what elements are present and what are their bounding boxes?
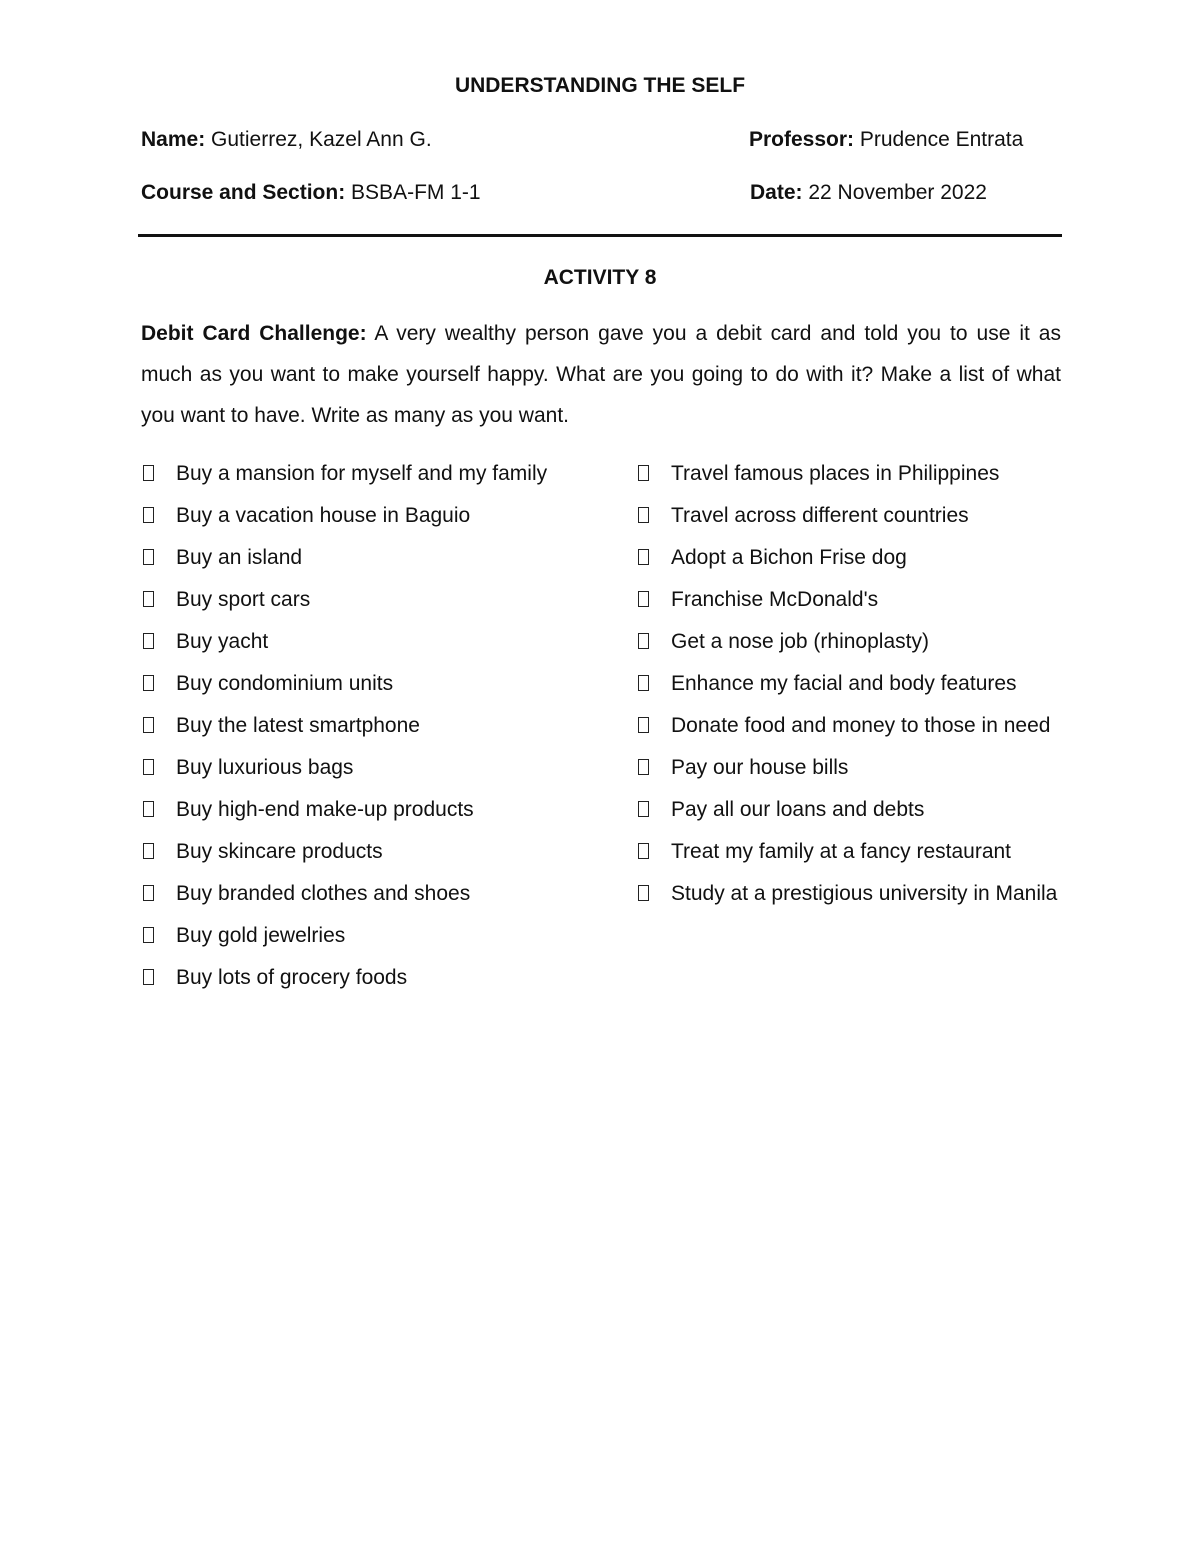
- document-title: UNDERSTANDING THE SELF: [454, 74, 746, 97]
- checkbox-icon: [143, 507, 154, 523]
- list-item-text: Buy luxurious bags: [176, 756, 354, 779]
- list-item: [141, 873, 566, 915]
- list-item: [141, 453, 566, 495]
- list-item-text: Buy yacht: [176, 630, 269, 653]
- checkbox-icon: [143, 549, 154, 565]
- list-item-text: Adopt a Bichon Frise dog: [671, 546, 907, 569]
- professor-value: Prudence Entrata: [859, 128, 1024, 151]
- checkbox-icon: [638, 717, 649, 733]
- checkbox-icon: [638, 633, 649, 649]
- checkbox-icon: [143, 885, 154, 901]
- professor-label: Professor:: [749, 128, 855, 151]
- checkbox-icon: [638, 507, 649, 523]
- list-item-text: Buy high-end make-up products: [176, 798, 474, 821]
- checkbox-icon: [143, 969, 154, 985]
- date-value: 22 November 2022: [808, 181, 987, 204]
- list-item: [141, 957, 566, 999]
- list-item-text: Buy lots of grocery foods: [176, 966, 408, 989]
- list-item-text: Franchise McDonald's: [671, 588, 879, 611]
- list-item-text: Enhance my facial and body features: [671, 672, 1017, 695]
- date-line: [750, 180, 987, 206]
- list-item-text: Pay all our loans and debts: [671, 798, 925, 821]
- list-item-text: Travel across different countries: [671, 504, 969, 527]
- list-item: [636, 537, 1060, 579]
- list-item: [636, 453, 1060, 495]
- list-item-text: Buy gold jewelries: [176, 924, 346, 947]
- checkbox-icon: [143, 675, 154, 691]
- list-item: [141, 579, 566, 621]
- wish-list-left: [141, 453, 566, 999]
- header-divider: [138, 234, 1062, 237]
- list-item-text: Buy a mansion for myself and my family: [176, 462, 548, 485]
- list-item: [141, 831, 566, 873]
- course-value: BSBA-FM 1-1: [351, 181, 481, 204]
- list-item: [636, 789, 1060, 831]
- list-item-text: Buy sport cars: [176, 588, 311, 611]
- list-item: [636, 831, 1060, 873]
- list-item-text: Donate food and money to those in need: [671, 714, 1051, 737]
- list-item: [141, 915, 566, 957]
- list-item-text: Buy skincare products: [176, 840, 383, 863]
- checkbox-icon: [143, 465, 154, 481]
- checkbox-icon: [143, 801, 154, 817]
- checkbox-icon: [638, 465, 649, 481]
- list-item-text: Study at a prestigious university in Manila: [671, 882, 1058, 905]
- list-item-text: Buy the latest smartphone: [176, 714, 420, 737]
- list-item-text: Buy branded clothes and shoes: [176, 882, 471, 905]
- checkbox-icon: [143, 633, 154, 649]
- date-label: Date:: [750, 181, 803, 204]
- activity-title: ACTIVITY 8: [543, 266, 657, 289]
- checkbox-icon: [143, 843, 154, 859]
- prompt-text: A very wealthy person gave you a debit card and told you to use it as much as you want to make yourself happy. What are you going to do with it? Make a list of what you want to have. Write as many as you want.: [141, 322, 1061, 427]
- list-item: [141, 747, 566, 789]
- list-item-text: Buy an island: [176, 546, 303, 569]
- list-item: [636, 495, 1060, 537]
- name-label: Name:: [141, 128, 206, 151]
- list-item: [141, 537, 566, 579]
- list-item: [636, 705, 1060, 747]
- list-item: [636, 747, 1060, 789]
- checkbox-icon: [638, 759, 649, 775]
- professor-line: [749, 127, 1023, 153]
- list-item: [141, 495, 566, 537]
- name-value: Gutierrez, Kazel Ann G.: [211, 128, 432, 151]
- list-item-text: Get a nose job (rhinoplasty): [671, 630, 929, 653]
- checkbox-icon: [638, 549, 649, 565]
- checkbox-icon: [143, 717, 154, 733]
- list-item: [636, 579, 1060, 621]
- checkbox-icon: [143, 927, 154, 943]
- list-item: [636, 873, 1060, 915]
- checkbox-icon: [638, 801, 649, 817]
- list-item: [636, 621, 1060, 663]
- list-item-text: Travel famous places in Philippines: [671, 462, 1000, 485]
- checkbox-icon: [638, 591, 649, 607]
- course-line: [141, 180, 481, 206]
- list-item: [141, 663, 566, 705]
- checkbox-icon: [638, 843, 649, 859]
- list-item: [636, 663, 1060, 705]
- activity-prompt: [141, 313, 1061, 436]
- list-item-text: Buy a vacation house in Baguio: [176, 504, 471, 527]
- name-line: [141, 127, 432, 153]
- course-label: Course and Section:: [141, 181, 346, 204]
- list-item: [141, 789, 566, 831]
- list-item-text: Buy condominium units: [176, 672, 394, 695]
- prompt-lead: Debit Card Challenge:: [141, 322, 367, 345]
- list-item: [141, 705, 566, 747]
- checkbox-icon: [638, 675, 649, 691]
- list-item: [141, 621, 566, 663]
- checkbox-icon: [143, 759, 154, 775]
- list-item-text: Pay our house bills: [671, 756, 849, 779]
- list-item-text: Treat my family at a fancy restaurant: [671, 840, 1012, 863]
- wish-list-right: [636, 453, 1060, 915]
- checkbox-icon: [143, 591, 154, 607]
- checkbox-icon: [638, 885, 649, 901]
